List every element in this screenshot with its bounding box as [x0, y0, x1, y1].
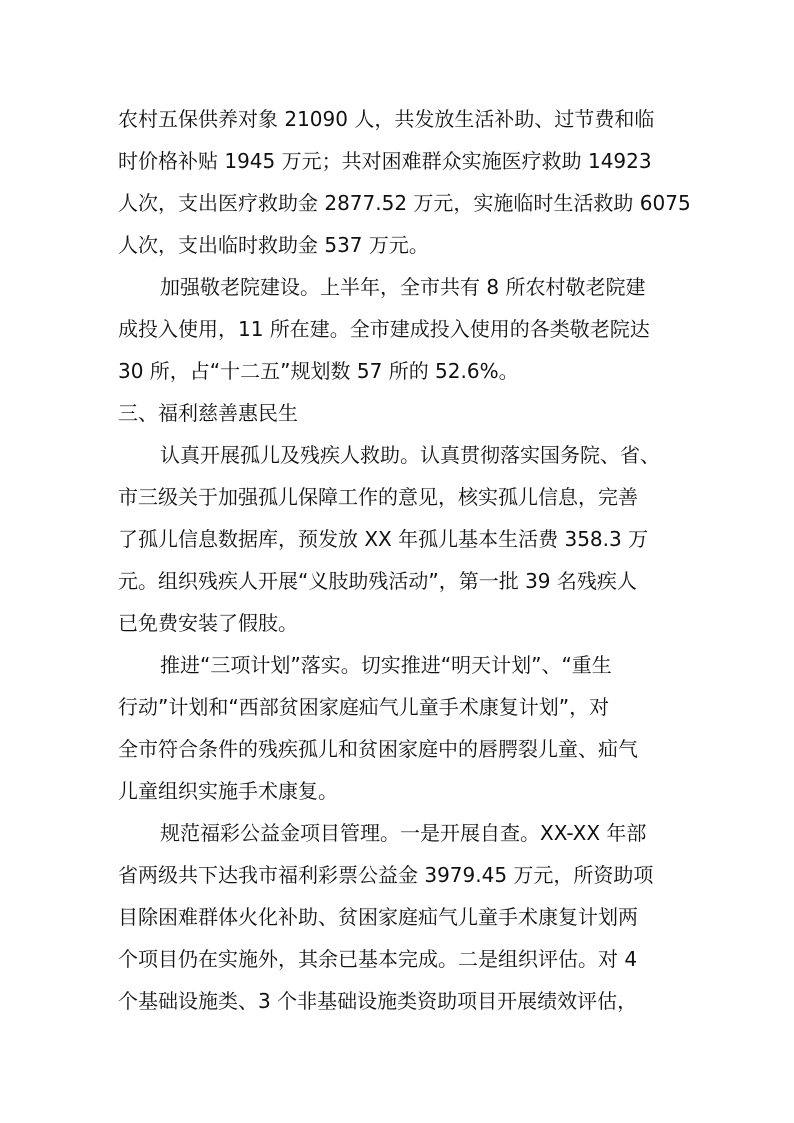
body-text-line: 全市符合条件的残疾孤儿和贫困家庭中的唇腭裂儿童、疝气 [118, 737, 638, 761]
body-text-line: 人次，支出医疗救助金 2877.52 万元，实施临时生活救助 6075 [118, 191, 691, 215]
document-body [118, 98, 691, 1022]
body-text-line: 儿童组织实施手术康复。 [118, 779, 338, 803]
body-text-line: 30 所，占“十二五”规划数 57 所的 52.6%。 [118, 359, 519, 383]
body-text-line: 人次，支出临时救助金 537 万元。 [118, 233, 429, 257]
paragraph-first-line: 推进“三项计划”落实。切实推进“明天计划”、“重生 [160, 653, 612, 677]
section-heading: 三、福利慈善惠民生 [118, 401, 298, 425]
body-text-line: 个基础设施类、3 个非基础设施类资助项目开展绩效评估， [118, 989, 638, 1013]
paragraph-first-line: 认真开展孤儿及残疾人救助。认真贯彻落实国务院、省、 [160, 443, 660, 467]
body-text-line: 时价格补贴 1945 万元；共对困难群众实施医疗救助 14923 [118, 149, 652, 173]
body-text-line: 行动”计划和“西部贫困家庭疝气儿童手术康复计划”，对 [118, 695, 610, 719]
body-text-line: 市三级关于加强孤儿保障工作的意见，核实孤儿信息，完善 [118, 485, 638, 509]
body-text-line: 个项目仍在实施外，其余已基本完成。二是组织评估。对 4 [118, 947, 638, 971]
paragraph-first-line: 规范福彩公益金项目管理。一是开展自查。XX-XX 年部 [160, 821, 647, 845]
body-text-line: 了孤儿信息数据库，预发放 XX 年孤儿基本生活费 358.3 万 [118, 527, 649, 551]
body-text-line: 已免费安装了假肢。 [118, 611, 298, 635]
body-text-line: 元。组织残疾人开展“义肢助残活动”，第一批 39 名残疾人 [118, 569, 637, 593]
body-text-line: 成投入使用，11 所在建。全市建成投入使用的各类敬老院达 [118, 317, 650, 341]
body-text-line: 农村五保供养对象 21090 人，共发放生活补助、过节费和临 [118, 107, 655, 131]
paragraph-first-line: 加强敬老院建设。上半年，全市共有 8 所农村敬老院建 [160, 275, 646, 299]
body-text-line: 目除困难群体火化补助、贫困家庭疝气儿童手术康复计划两 [118, 905, 638, 929]
body-text-line: 省两级共下达我市福利彩票公益金 3979.45 万元，所资助项 [118, 863, 654, 887]
